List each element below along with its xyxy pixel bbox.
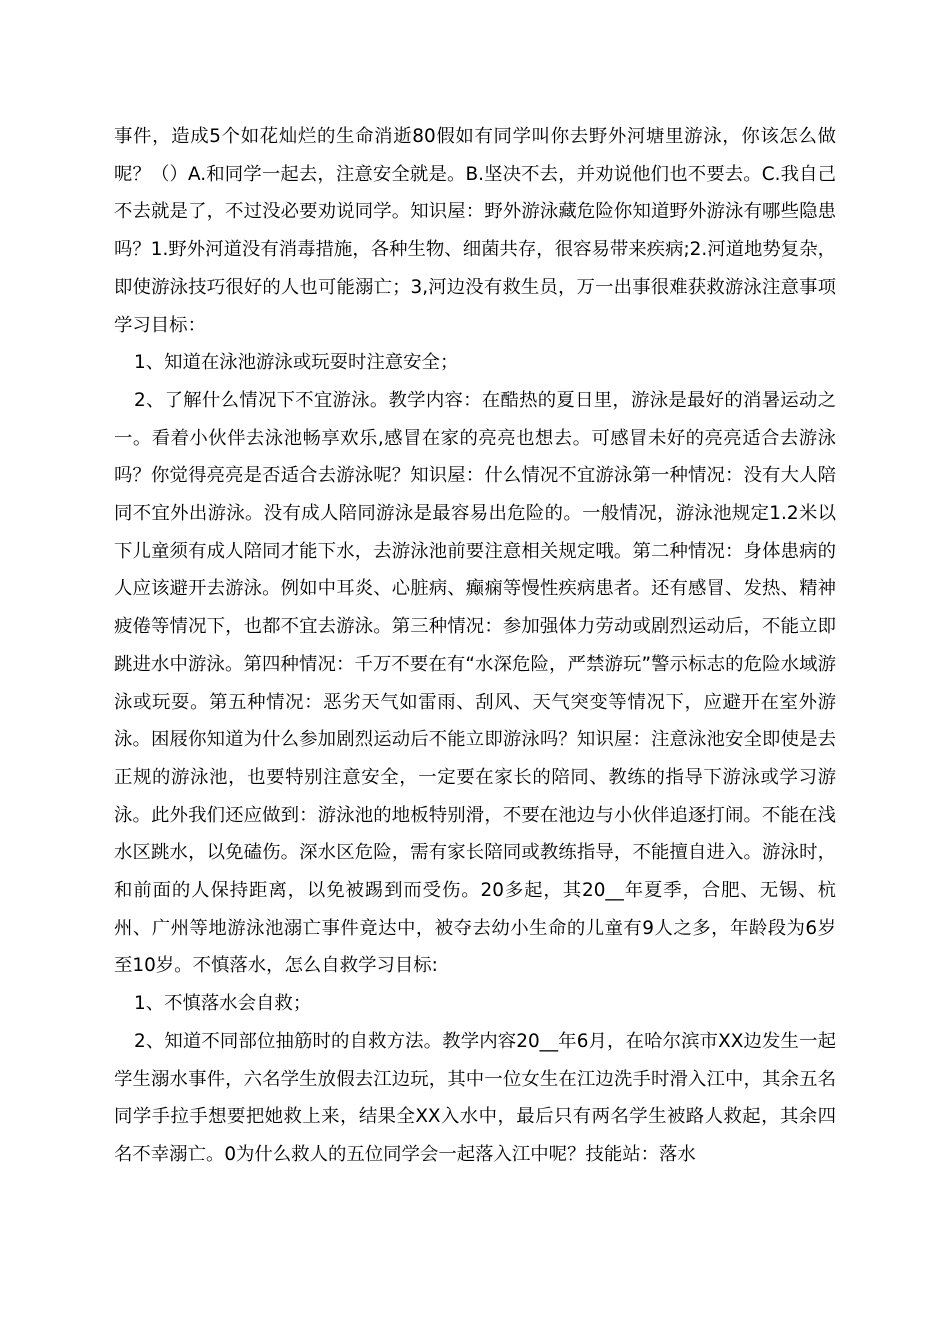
paragraph-objective-pool-safety: 1、知道在泳池游泳或玩耍时注意安全； (134, 352, 459, 374)
paragraph-unsuitable-swimming-situations: 2、了解什么情况下不宜游泳。教学内容：在酷热的夏日里，游泳是最好的消暑运动之一。看着小伙伴去泳池畅享欢乐,感冒在家的亮亮也想去。可感冒未好的亮亮适合去游泳吗？你觉得亮亮是否适合去游泳呢？知识屋：什么情况不宜游泳第一种情况：没有大人陪同不宜外出游泳。没有成人陪同游泳是最容易出危险的。一般情况，游泳池规定1.2米以下儿童须有成人陪同才能下水，去游泳池前要注意相关规定哦。第二种情况：身体患病的人应该避开去游泳。例如中耳炎、心脏病、癫痫等慢性疾病患者。还有感冒、发热、精神疲倦等情况下，也都不宜去游泳。第三种情况：参加强体力劳动或剧烈运动后，不能立即跳进水中游泳。第四种情况：千万不要在有“水深危险，严禁游玩”警示标志的危险水域游泳或玩耍。第五种情况：恶劣天气如雷雨、刮风、天气突变等情况下，应避开在室外游泳。困屐你知道为什么参加剧烈运动后不能立即游泳吗？知识屋：注意泳池安全即使是去正规的游泳池，也要特别注意安全，一定要在家长的陪同、教练的指导下游泳或学习游泳。此外我们还应做到：游泳池的地板特别滑，不要在池边与小伙伴追逐打闹。不能在浅水区跳水，以免磕伤。深水区危险，需有家长陪同或教练指导，不能擅自进入。游泳时，和前面的人保持距离，以免被踢到而受伤。20多起，其20__年夏季，合肥、无锡、杭州、广州等地游泳池溺亡事件竟达中，被夺去幼小生命的儿童有9人之多，年龄段为6岁至10岁。不慎落水，怎么自救学习目标: (114, 389, 836, 977)
paragraph-objective-self-rescue: 1、不慎落水会自救； (134, 993, 312, 1015)
paragraph-wild-swimming-risks: 事件，造成5个如花灿烂的生命消逝80假如有同学叫你去野外河塘里游泳，你该怎么做呢？（）A.和同学一起去，注意安全就是。B.坚决不去，并劝说他们也不要去。C.我自己不去就是了，不过没必要劝说同学。知识屋：野外游泳藏危险你知道野外游泳有哪些隐患吗？1.野外河道没有消毒措施，各种生物、细菌共存，很容易带来疾病;2.河道地势复杂，即使游泳技巧很好的人也可能溺亡；3,河边没有救生员，万一出事很难获救游泳注意事项学习目标： (114, 126, 836, 336)
document-page (114, 118, 836, 1174)
paragraph-cramp-self-rescue: 2、知道不同部位抽筋时的自救方法。教学内容20__年6月，在哈尔滨市XX边发生一起学生溺水事件，六名学生放假去江边玩，其中一位女生在江边洗手时滑入江中，其余五名同学手拉手想要把她救上来，结果全XX入水中，最后只有两名学生被路人救起，其余四名不幸溺亡。0为什么救人的五位同学会一起落入江中呢？技能站：落水 (114, 1030, 836, 1165)
